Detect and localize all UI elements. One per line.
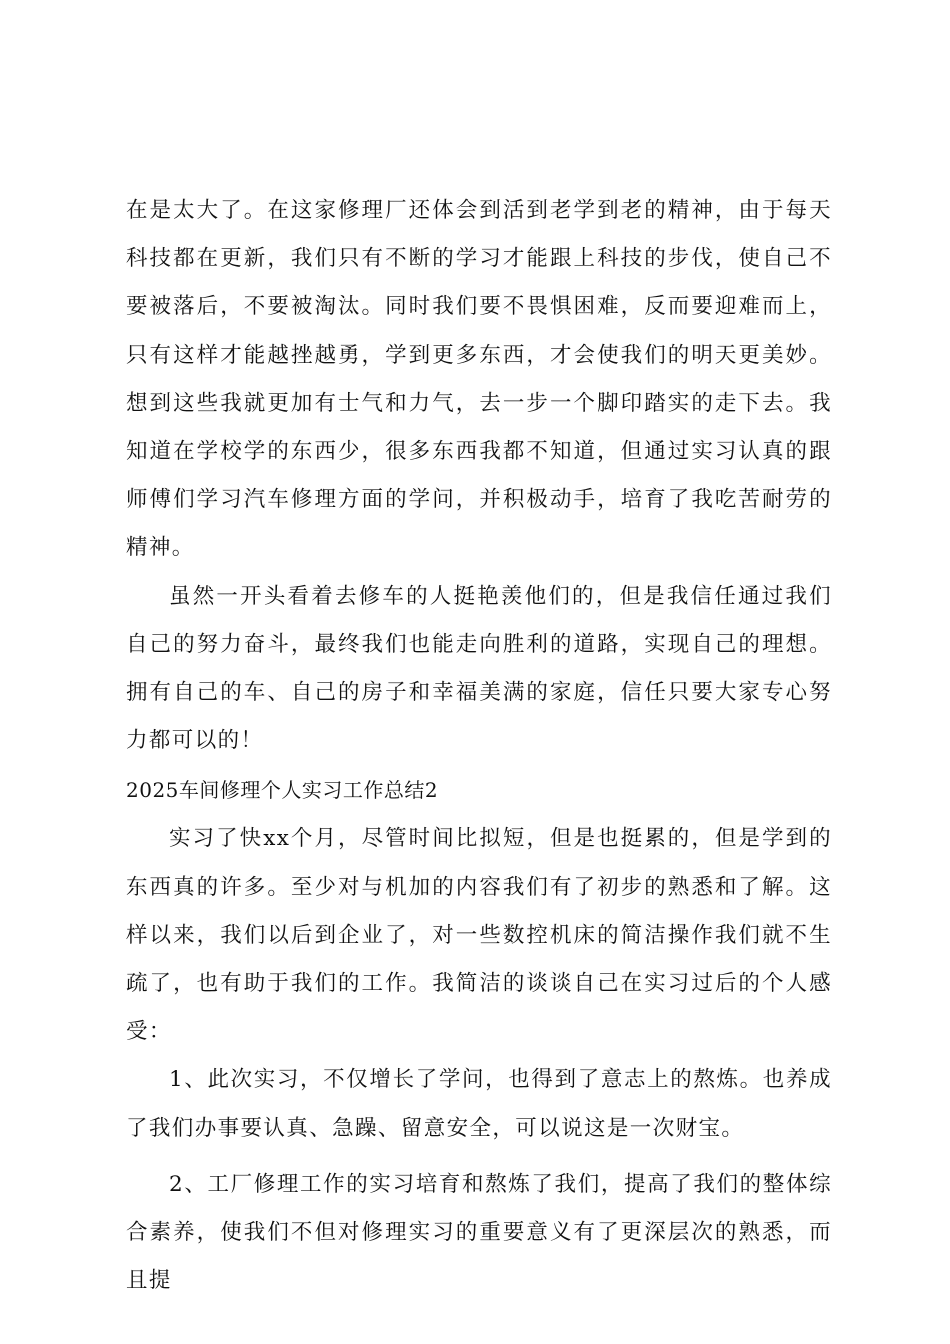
paragraph-point-1: 1、此次实习，不仅增长了学问，也得到了意志上的熬炼。也养成了我们办事要认真、急躁、留意安全，可以说这是一次财宝。	[126, 1067, 832, 1141]
paragraph-hope: 虽然一开头看着去修车的人挺艳羡他们的，但是我信任通过我们自己的努力奋斗，最终我们也能走向胜利的道路，实现自己的理想。拥有自己的车、自己的房子和幸福美满的家庭，信任只要大家专心努力都可以的！	[126, 583, 832, 754]
document-body	[126, 187, 832, 1305]
section-title: 2025车间修理个人实习工作总结2	[126, 778, 439, 803]
paragraph-point-2: 2、工厂修理工作的实习培育和熬炼了我们，提高了我们的整体综合素养，使我们不但对修理实习的重要意义有了更深层次的熟悉，而且提	[126, 1171, 832, 1294]
paragraph-continued: 在是太大了。在这家修理厂还体会到活到老学到老的精神，由于每天科技都在更新，我们只有不断的学习才能跟上科技的步伐，使自己不要被落后，不要被淘汰。同时我们要不畏惧困难，反而要迎难而上，只有这样才能越挫越勇，学到更多东西，才会使我们的明天更美妙。想到这些我就更加有士气和力气，去一步一个脚印踏实的走下去。我知道在学校学的东西少，很多东西我都不知道，但通过实习认真的跟师傅们学习汽车修理方面的学问，并积极动手，培育了我吃苦耐劳的精神。	[126, 198, 832, 561]
paragraph-intro: 实习了快xx个月，尽管时间比拟短，但是也挺累的，但是学到的东西真的许多。至少对与机加的内容我们有了初步的熟悉和了解。这样以来，我们以后到企业了，对一些数控机床的简洁操作我们就不生疏了，也有助于我们的工作。我简洁的谈谈自己在实习过后的个人感受：	[126, 826, 832, 1045]
